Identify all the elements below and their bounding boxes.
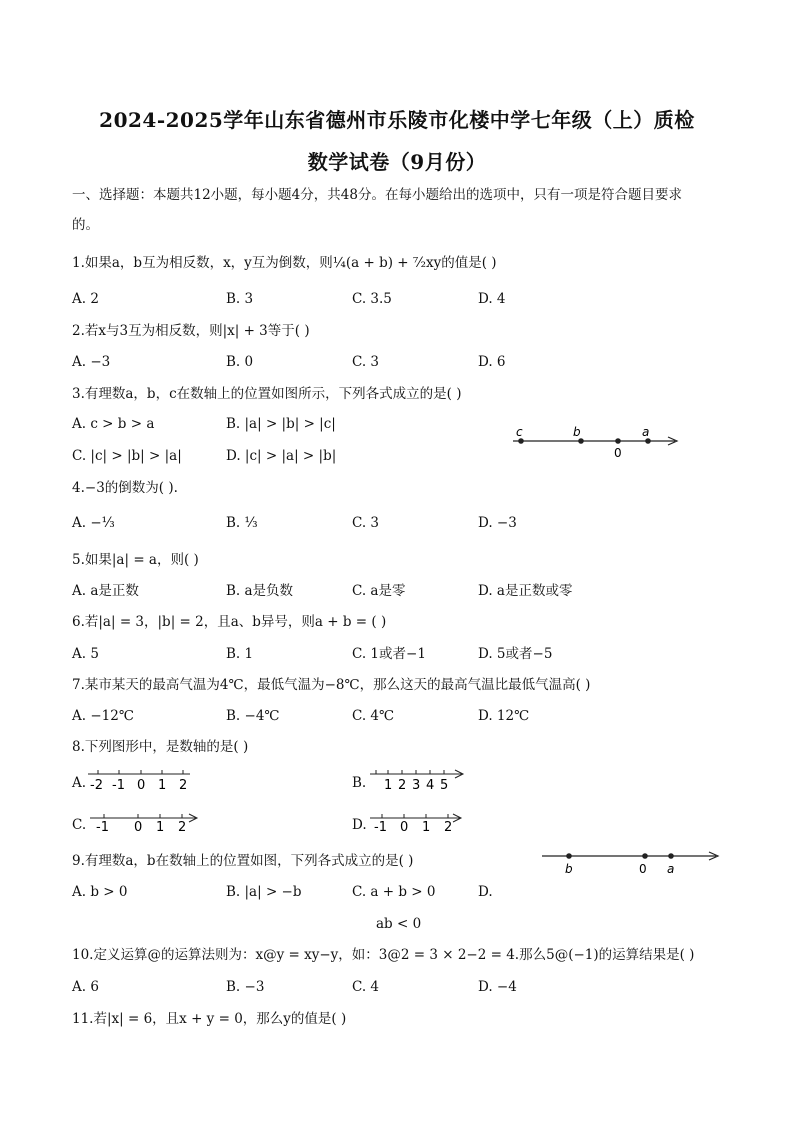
question-1-option-a: A. 2 <box>72 291 99 307</box>
question-2-option-a: A. −3 <box>72 354 111 370</box>
question-6-option-b: B. 1 <box>226 646 254 662</box>
q8b-tick-label: 2 <box>398 778 407 793</box>
question-4-option-c: C. 3 <box>352 515 380 531</box>
question-3-option-c: C. |c| > |b| > |a| <box>72 448 182 464</box>
question-1-option-d: D. 4 <box>478 291 506 307</box>
question-9-number-line <box>538 846 723 878</box>
question-3-number-line <box>505 422 685 462</box>
q8a-tick-label: -2 <box>90 778 103 793</box>
q3-point-c <box>518 438 524 444</box>
q9-label-a: a <box>667 862 675 876</box>
question-5-option-d: D. a是正数或零 <box>478 583 573 599</box>
question-9-option-b: B. |a| > −b <box>226 884 302 900</box>
q8d-tick-label: 1 <box>422 820 431 835</box>
q3-label-zero: 0 <box>614 446 622 460</box>
question-7-option-d: D. 12℃ <box>478 708 530 724</box>
question-10-option-c: C. 4 <box>352 979 380 995</box>
exam-title-line2: 数学试卷（9月份） <box>307 150 487 174</box>
q9-label-b: b <box>565 862 573 876</box>
q3-label-c: c <box>516 425 523 439</box>
question-7-option-c: C. 4℃ <box>352 708 395 724</box>
question-5-option-c: C. a是零 <box>352 583 406 599</box>
question-2-option-d: D. 6 <box>478 354 506 370</box>
question-2-option-c: C. 3 <box>352 354 380 370</box>
question-5-stem: 5.如果|a| = a，则( ) <box>72 552 199 568</box>
q8c-tick-label: 1 <box>156 820 165 835</box>
question-6-option-c: C. 1或者−1 <box>352 646 426 662</box>
question-9-stem: 9.有理数a，b在数轴上的位置如图，下列各式成立的是( ) <box>72 853 414 869</box>
question-5-option-a: A. a是正数 <box>72 583 139 599</box>
question-2-stem: 2.若x与3互为相反数，则|x| + 3等于( ) <box>72 323 310 339</box>
question-6-stem: 6.若|a| = 3，|b| = 2，且a、b异号，则a + b = ( ) <box>72 614 387 630</box>
q8a-tick-label: -1 <box>112 778 125 793</box>
q8-axis-a <box>86 764 196 794</box>
q9-point-b <box>566 853 572 859</box>
question-11-stem: 11.若|x| = 6，且x + y = 0，那么y的值是( ) <box>72 1011 347 1027</box>
section-instruction-line1: 一、选择题：本题共12小题，每小题4分，共48分。在每小题给出的选项中，只有一项是符合题目要求 <box>72 187 682 203</box>
question-8-option-b: B. <box>352 775 367 791</box>
q8-axis-d <box>368 806 468 836</box>
q8d-tick-label: -1 <box>374 820 387 835</box>
question-4-option-a: A. −⅓ <box>72 515 115 531</box>
question-9-option-a: A. b > 0 <box>72 884 128 900</box>
question-3-stem: 3.有理数a，b，c在数轴上的位置如图所示，下列各式成立的是( ) <box>72 386 462 402</box>
q3-point-a <box>645 438 651 444</box>
q8b-tick-label: 5 <box>440 778 449 793</box>
question-9-option-c: C. a + b > 0 <box>352 884 436 900</box>
question-8-option-a: A. <box>72 775 87 791</box>
section-instruction-line2: 的。 <box>72 217 99 233</box>
q8c-tick-label: -1 <box>96 820 109 835</box>
q8a-tick-label: 0 <box>137 778 146 793</box>
question-10-option-a: A. 6 <box>72 979 99 995</box>
q8b-tick-label: 4 <box>426 778 435 793</box>
question-7-stem: 7.某市某天的最高气温为4℃，最低气温为−8℃，那么这天的最高气温比最低气温高( ) <box>72 677 591 693</box>
question-8-option-c: C. <box>72 817 87 833</box>
q8-axis-b <box>368 764 468 794</box>
question-7-option-b: B. −4℃ <box>226 708 280 724</box>
question-3-option-d: D. |c| > |a| > |b| <box>226 448 337 464</box>
question-1-option-b: B. 3 <box>226 291 254 307</box>
question-2-option-b: B. 0 <box>226 354 254 370</box>
question-10-stem: 10.定义运算@的运算法则为：x@y = xy−y，如：3@2 = 3 × 2−2 = 4.那么5@(−1)的运算结果是( ) <box>72 947 695 963</box>
exam-title-line1: 2024-2025学年山东省德州市乐陵市化楼中学七年级（上）质检 <box>99 108 695 132</box>
q3-point-0 <box>615 438 621 444</box>
q9-point-a <box>668 853 674 859</box>
q9-label-zero: 0 <box>639 862 647 876</box>
question-6-option-d: D. 5或者−5 <box>478 646 553 662</box>
question-1-option-c: C. 3.5 <box>352 291 392 307</box>
q8b-tick-label: 1 <box>384 778 393 793</box>
question-1-stem: 1.如果a，b互为相反数，x，y互为倒数，则¼(a + b) + ⁷⁄₂xy的值是( ) <box>72 255 497 271</box>
question-4-stem: 4.−3的倒数为( ). <box>72 480 178 496</box>
question-9-option-d-value: ab < 0 <box>376 916 422 932</box>
q8a-tick-label: 1 <box>158 778 167 793</box>
q8d-tick-label: 2 <box>444 820 453 835</box>
q8-axis-c <box>88 806 203 836</box>
q8c-tick-label: 0 <box>134 820 143 835</box>
q3-point-b <box>578 438 584 444</box>
q8a-tick-label: 2 <box>179 778 188 793</box>
q8d-tick-label: 0 <box>400 820 409 835</box>
q3-label-b: b <box>573 425 581 439</box>
question-8-stem: 8.下列图形中，是数轴的是( ) <box>72 739 249 755</box>
q8b-tick-label: 3 <box>412 778 421 793</box>
question-5-option-b: B. a是负数 <box>226 583 294 599</box>
question-3-option-a: A. c > b > a <box>72 416 155 432</box>
question-7-option-a: A. −12℃ <box>72 708 134 724</box>
question-9-option-d: D. <box>478 884 493 900</box>
question-10-option-b: B. −3 <box>226 979 265 995</box>
question-6-option-a: A. 5 <box>72 646 99 662</box>
question-4-option-d: D. −3 <box>478 515 517 531</box>
q8c-tick-label: 2 <box>178 820 187 835</box>
question-10-option-d: D. −4 <box>478 979 517 995</box>
q9-point-0 <box>642 853 648 859</box>
question-3-option-b: B. |a| > |b| > |c| <box>226 416 336 432</box>
q3-label-a: a <box>642 425 650 439</box>
question-4-option-b: B. ⅓ <box>226 515 258 531</box>
question-8-option-d: D. <box>352 817 367 833</box>
